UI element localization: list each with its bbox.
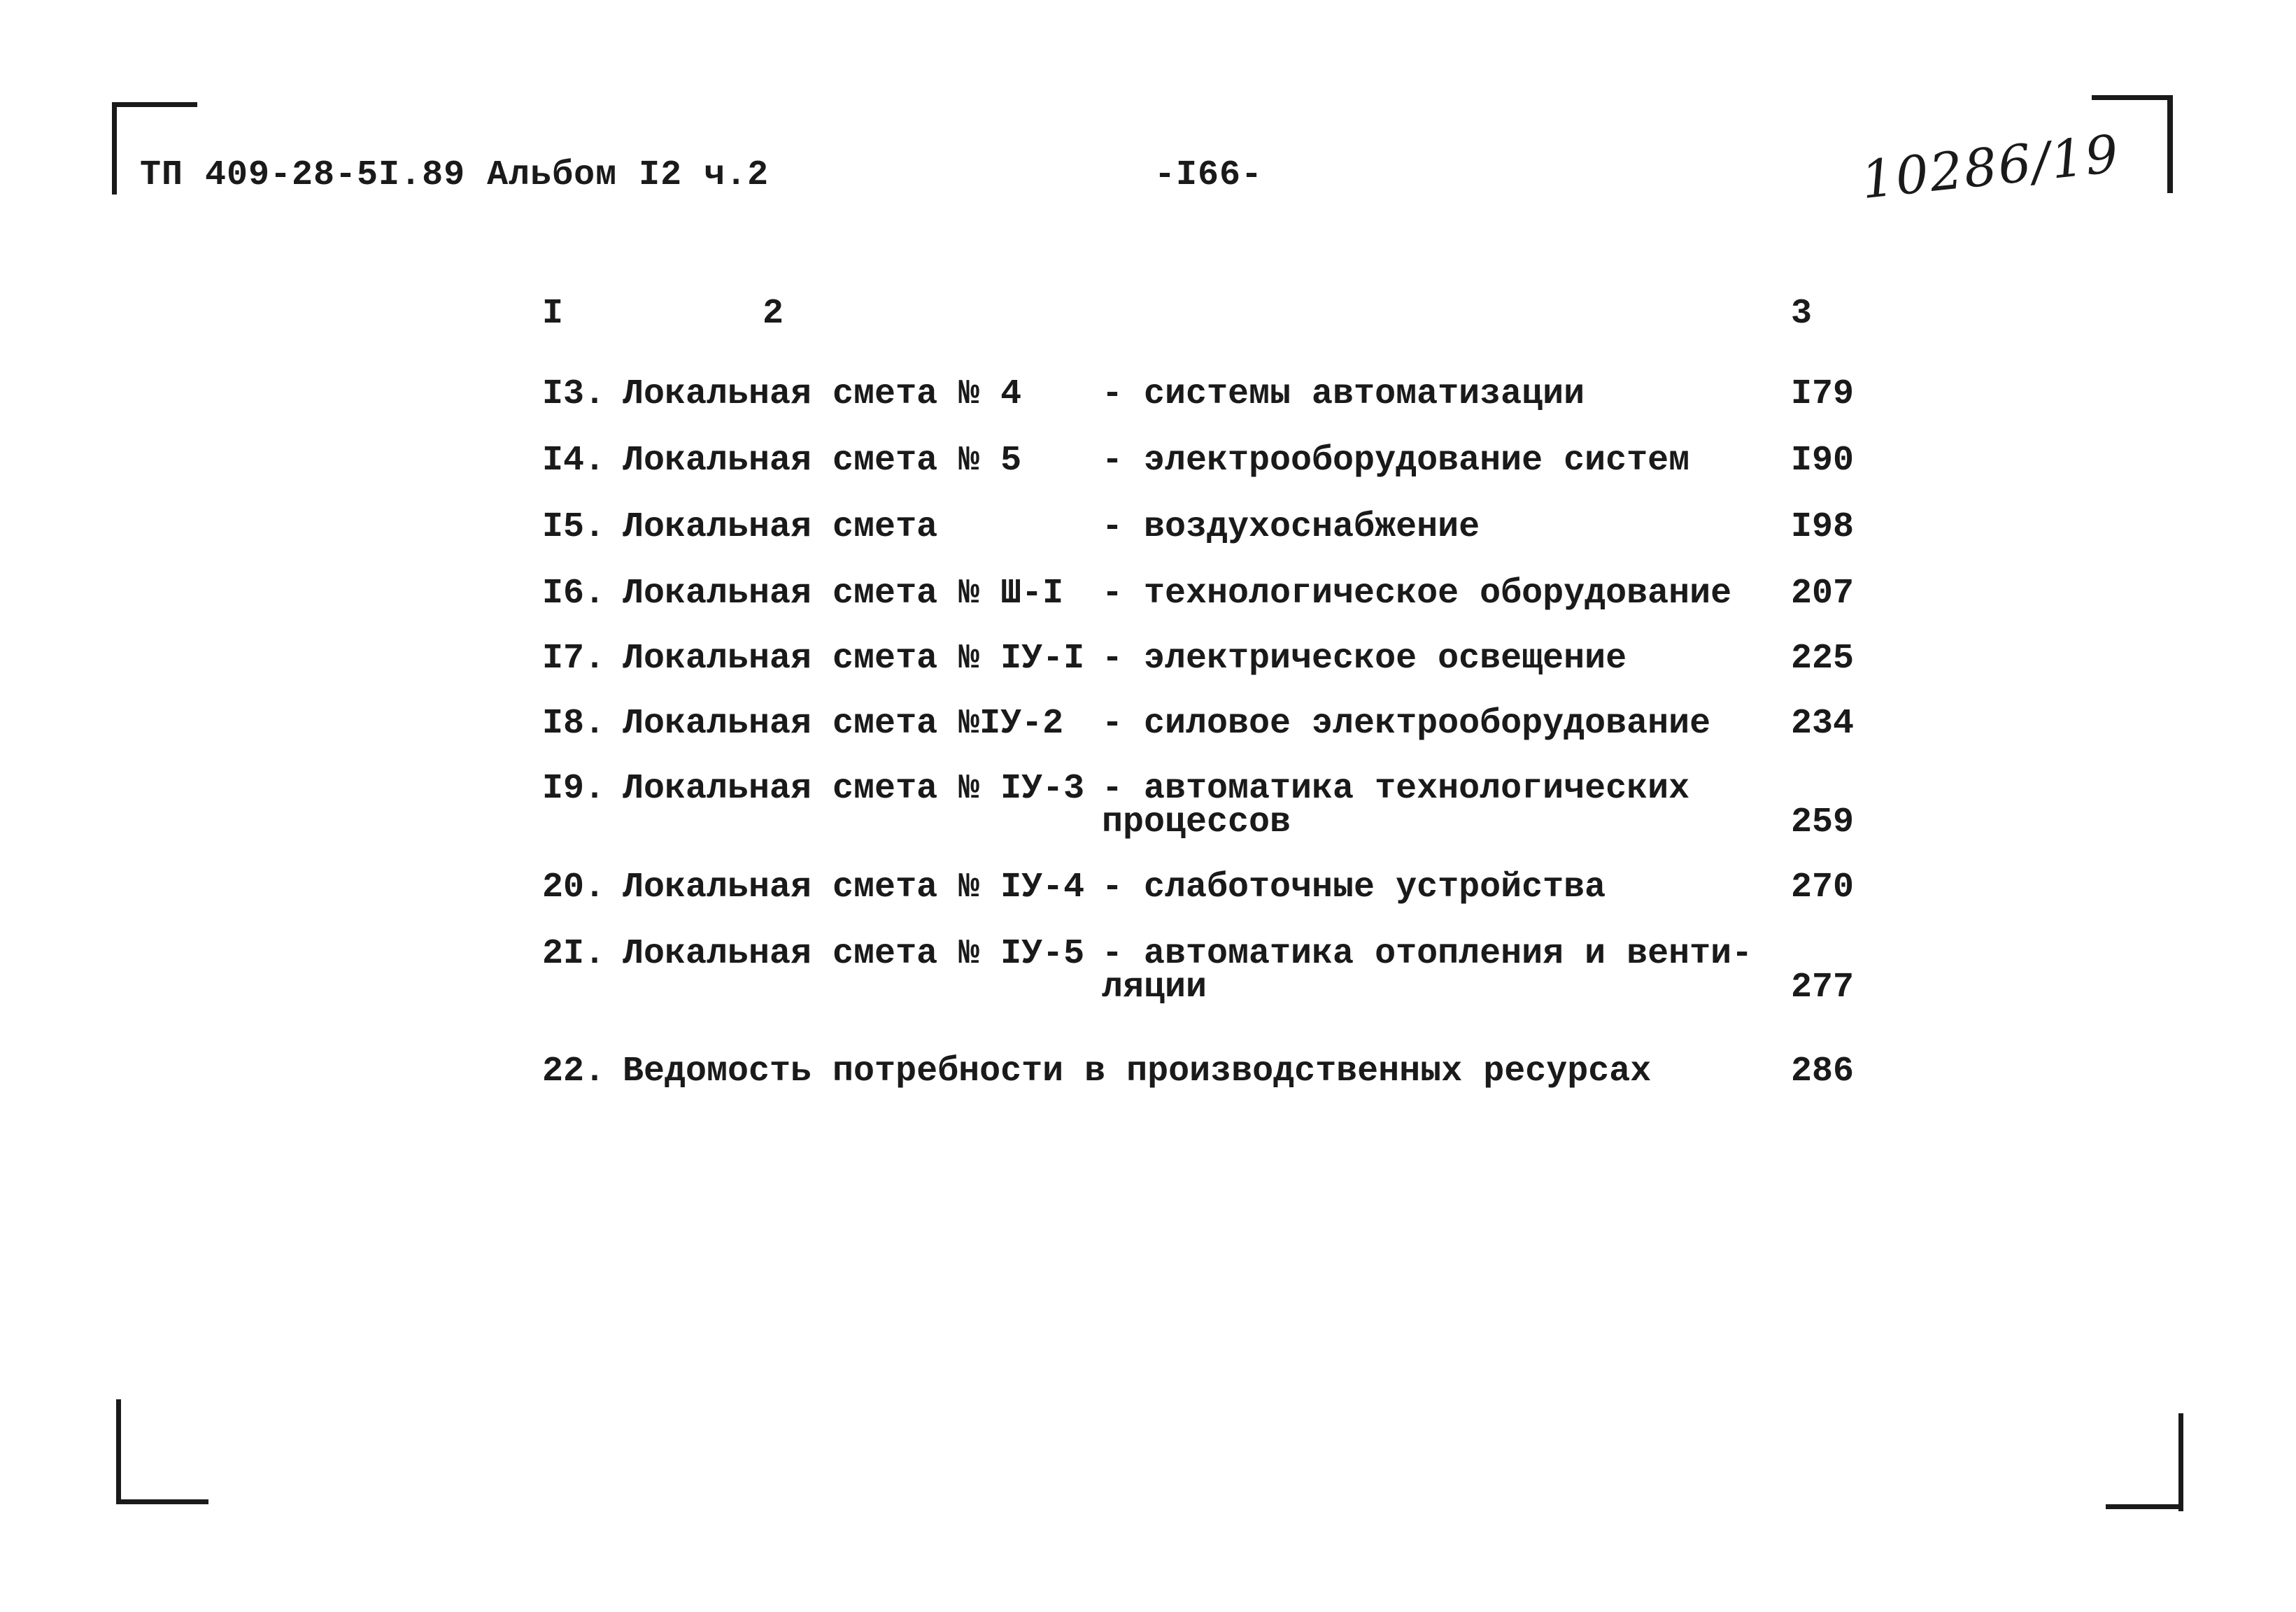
handwritten-stamp: 10286/19 bbox=[1858, 123, 2123, 211]
corner-mark-top-left-h bbox=[112, 102, 197, 107]
row-description: - технологическое оборудование bbox=[1102, 574, 1732, 614]
row-number: I3. bbox=[542, 374, 606, 414]
row-description: - автоматика технологических процессов bbox=[1102, 769, 1690, 842]
row-page: 207 bbox=[1791, 574, 1855, 614]
page-number: -I66- bbox=[1154, 155, 1263, 195]
row-description: - силовое электрооборудование bbox=[1102, 704, 1711, 744]
corner-mark-bottom-right-v bbox=[2178, 1413, 2183, 1511]
row-number: I6. bbox=[542, 574, 606, 614]
row-title: Локальная смета № 4 bbox=[623, 374, 1022, 414]
corner-mark-top-right-h bbox=[2092, 95, 2173, 100]
row-number: I9. bbox=[542, 769, 606, 809]
row-page: I90 bbox=[1791, 441, 1855, 481]
row-description: - автоматика отопления и венти- ляции bbox=[1102, 934, 1753, 1008]
row-title: Ведомость потребности в производственных ресурсах bbox=[623, 1052, 1652, 1091]
column-header-3: 3 bbox=[1791, 294, 1813, 334]
row-number: I7. bbox=[542, 639, 606, 679]
row-number: I4. bbox=[542, 441, 606, 481]
row-description: - системы автоматизации bbox=[1102, 374, 1585, 414]
row-page: I79 bbox=[1791, 374, 1855, 414]
row-title: Локальная смета № Ш-I bbox=[623, 574, 1064, 614]
corner-mark-bottom-right-h bbox=[2106, 1504, 2183, 1509]
row-number: 22. bbox=[542, 1052, 606, 1091]
row-title: Локальная смета bbox=[623, 507, 938, 547]
column-header-2: 2 bbox=[763, 294, 784, 334]
row-page: 225 bbox=[1791, 639, 1855, 679]
row-description: - воздухоснабжение bbox=[1102, 507, 1480, 547]
row-title: Локальная смета № IУ-I bbox=[623, 639, 1085, 679]
row-description: - слаботочные устройства bbox=[1102, 868, 1606, 907]
row-page: 234 bbox=[1791, 704, 1855, 744]
row-number: I8. bbox=[542, 704, 606, 744]
row-page: I98 bbox=[1791, 507, 1855, 547]
row-title: Локальная смета № IУ-4 bbox=[623, 868, 1085, 907]
corner-mark-top-right-v bbox=[2167, 95, 2173, 193]
row-number: 2I. bbox=[542, 934, 606, 974]
row-description: - электрическое освещение bbox=[1102, 639, 1627, 679]
row-page: 286 bbox=[1791, 1052, 1855, 1091]
column-header-1: I bbox=[542, 294, 564, 334]
document-reference: ТП 409-28-5I.89 Альбом I2 ч.2 bbox=[140, 155, 770, 195]
row-page: 277 bbox=[1791, 968, 1855, 1008]
row-title: Локальная смета № IУ-3 bbox=[623, 769, 1085, 809]
corner-mark-bottom-left-h bbox=[116, 1499, 208, 1504]
row-title: Локальная смета № IУ-5 bbox=[623, 934, 1085, 974]
row-title: Локальная смета №IУ-2 bbox=[623, 704, 1064, 744]
corner-mark-bottom-left-v bbox=[116, 1399, 121, 1504]
row-description: - электрооборудование систем bbox=[1102, 441, 1690, 481]
corner-mark-top-left-v bbox=[112, 102, 117, 195]
row-page: 270 bbox=[1791, 868, 1855, 907]
row-number: 20. bbox=[542, 868, 606, 907]
row-title: Локальная смета № 5 bbox=[623, 441, 1022, 481]
row-page: 259 bbox=[1791, 803, 1855, 842]
row-number: I5. bbox=[542, 507, 606, 547]
